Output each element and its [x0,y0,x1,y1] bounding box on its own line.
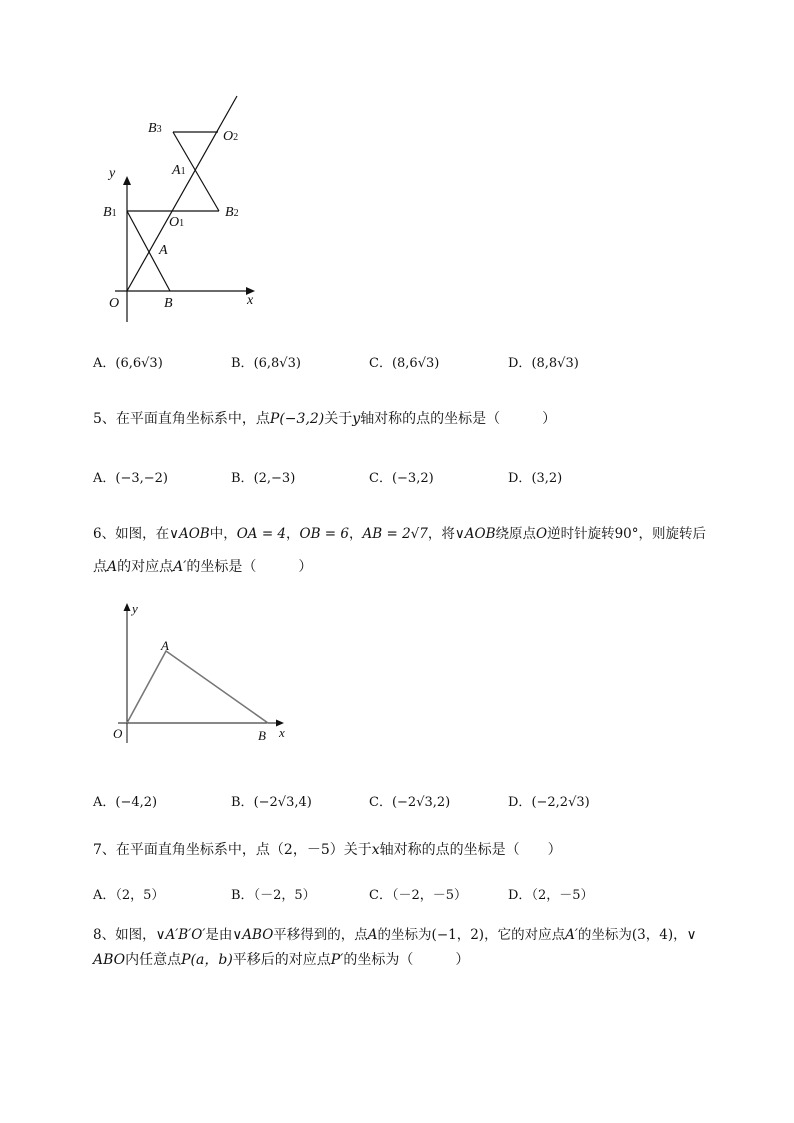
label-b: B [258,728,266,743]
label-b3: B [148,121,157,136]
svg-text:O1: O1 [169,215,185,230]
y-axis-arrow [123,176,131,185]
label-y: y [132,601,138,616]
label-o2: O [223,129,234,144]
q4-option-b[interactable]: B．(6,8√3) [231,356,301,371]
svg-text:A [160,638,169,653]
q4-option-a[interactable]: A．(6,6√3) [93,356,163,371]
svg-text:B [164,296,173,311]
q8-stem-line1: 8、如图，∨A′B′O′是由∨ABO平移得到的，点A的坐标为(−1，2)，它的对应点A′的坐标为(3，4)，∨ [93,927,697,943]
label-b2: B [225,205,234,220]
q7-option-d[interactable]: D．（2，－5） [508,888,594,903]
svg-text:y [130,601,138,616]
label-a: A [161,638,169,653]
label-a: A [159,243,168,258]
figure-translated-triangles [95,92,265,322]
q7-option-b[interactable]: B．（－2，5） [231,888,316,903]
svg-text:O [113,726,123,741]
label-b: B [164,296,173,311]
svg-text:B1: B1 [103,205,117,220]
label-o: O [109,296,120,311]
svg-text:B3: B3 [148,121,162,136]
q5-option-d[interactable]: D．(3,2) [508,471,563,486]
q6-stem-line1: 6、如图，在∨AOB中，OA = 4，OB = 6，AB = 2√7，将∨AOB绕原点O逆时针旋转90°，则旋转后 [93,526,707,542]
svg-text:x [278,725,285,740]
q5-option-a[interactable]: A．(−3,−2) [93,471,168,486]
label-x: x [247,293,254,308]
y-axis-arrow [124,603,131,611]
label-a1: A [172,163,181,178]
q6-option-b[interactable]: B．(−2√3,4) [231,795,312,810]
svg-text:O [109,296,119,311]
q7-option-a[interactable]: A．（2，5） [93,888,165,903]
label-y: y [109,166,116,181]
svg-text:B2: B2 [225,205,239,220]
q6-option-c[interactable]: C．(−2√3,2) [369,795,451,810]
svg-text:B [258,728,266,743]
q5-option-b[interactable]: B．(2,−3) [231,471,296,486]
q4-option-c[interactable]: C．(8,6√3) [369,356,440,371]
q4-option-d[interactable]: D．(8,8√3) [508,356,579,371]
label-o1: O [169,215,180,230]
svg-text:A1: A1 [172,163,186,178]
q7-option-c[interactable]: C．（－2，－5） [369,888,467,903]
svg-text:O2: O2 [223,129,239,144]
q6-stem-line2: 点A的对应点A′的坐标是（ ） [93,559,313,575]
label-b1: B [103,205,112,220]
q6-option-d[interactable]: D．(−2,2√3) [508,795,590,810]
q5-stem: 5、在平面直角坐标系中，点P(−3,2)关于y轴对称的点的坐标是（ ） [93,411,557,427]
line-o-o2 [127,96,237,291]
q6-option-a[interactable]: A．(−4,2) [93,795,158,810]
svg-text:x [246,293,254,308]
svg-text:y [107,166,116,181]
label-o: O [113,726,123,741]
figure-triangle-aob [108,598,298,748]
q5-option-c[interactable]: C．(−3,2) [369,471,434,486]
q8-stem-line2: ABO内任意点P(a，b)平移后的对应点P′的坐标为（ ） [93,952,470,968]
triangle-aob [127,651,268,723]
label-x: x [279,725,285,740]
q7-stem: 7、在平面直角坐标系中，点（2，－5）关于x轴对称的点的坐标是（ ） [93,842,562,858]
svg-text:A [158,243,168,258]
